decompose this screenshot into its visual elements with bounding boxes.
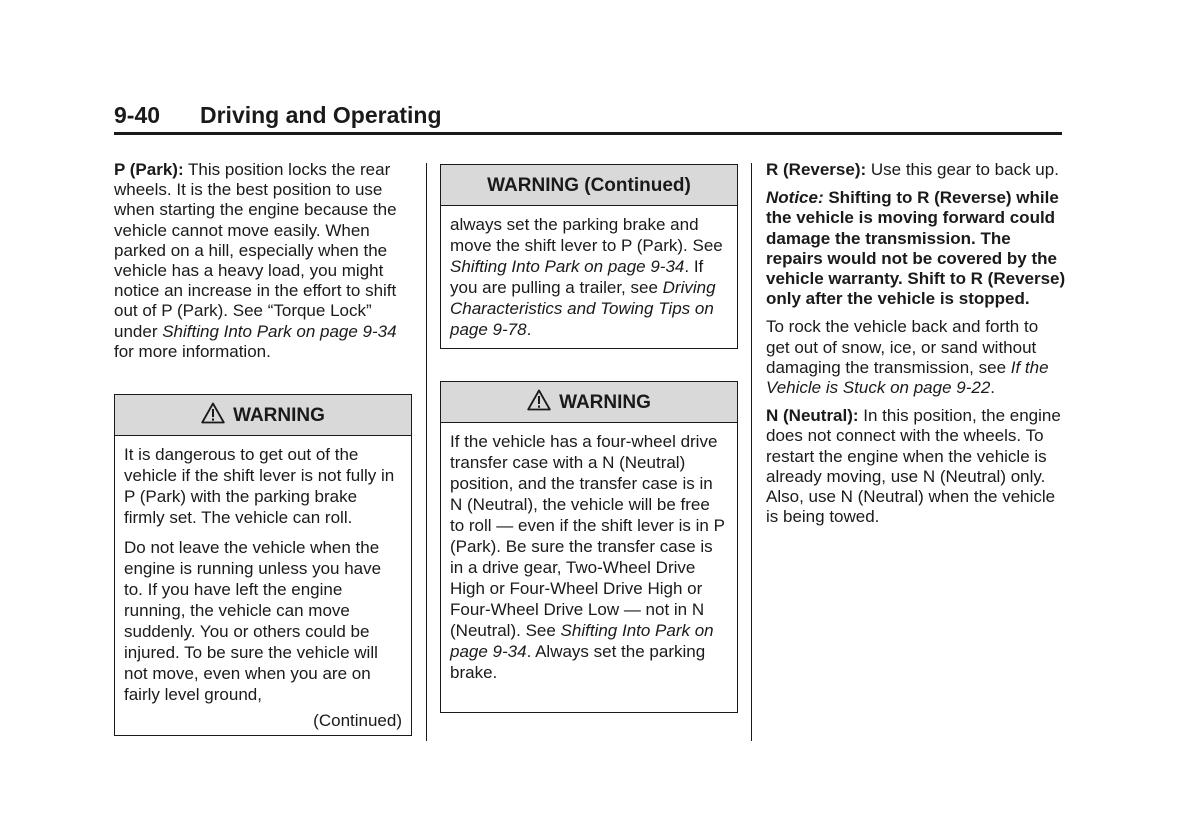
reverse-paragraph	[766, 160, 1066, 180]
neutral-paragraph	[766, 406, 1066, 527]
rock-paragraph	[766, 317, 1066, 398]
column-divider-left	[426, 163, 427, 741]
warning-transfer-title: WARNING	[559, 392, 651, 413]
warning-para-1: It is dangerous to get out of the vehicle if the shift lever is not fully in P (Park) with the parking brake firmly set. The vehicle can roll.	[124, 445, 395, 527]
rock-text-end: .	[990, 378, 996, 398]
reverse-label: R (Reverse):	[766, 160, 867, 179]
warning-box-body	[115, 436, 411, 737]
warning-continued-body	[441, 206, 737, 355]
warning-box-continued	[440, 164, 738, 349]
warning-continued-text-1: always set the parking brake and move the shift lever to P (Park). See	[450, 215, 723, 255]
park-text-1: This position locks the rear wheels. It is the best position to use when starting the engine because the vehicle cannot move easily. When parked on a hill, especially when the vehicle has a heavy load, you might notice an increase in the effort to shift out of P (Park). See “Torque Lock” under	[114, 160, 397, 341]
shifting-into-park-link: Shifting Into Park on page 9-34	[450, 257, 685, 276]
notice-text: Shifting to R (Reverse) while the vehicle is moving forward could damage the transmission. The repairs would not be covered by the vehicle warranty. Shift to R (Reverse) only after the vehicle is stopped.	[766, 188, 1066, 309]
continued-label: (Continued)	[313, 711, 402, 730]
park-label: P (Park):	[114, 160, 184, 179]
page-header	[114, 100, 1062, 135]
warning-title: WARNING	[233, 405, 325, 426]
warning-transfer-header	[441, 382, 737, 423]
park-link: Shifting Into Park on page 9-34	[162, 321, 397, 341]
warning-transfer-text-2: . Always set the parking brake.	[450, 642, 706, 682]
column-1	[114, 160, 412, 370]
warning-triangle-icon	[201, 398, 225, 440]
warning-continued-header	[441, 165, 737, 206]
notice-label: Notice:	[766, 188, 824, 208]
column-3	[766, 160, 1066, 535]
shifting-into-park-link-2: Shifting Into Park on page 9-34	[450, 621, 714, 661]
warning-continued-text-3: .	[526, 320, 532, 339]
warning-triangle-icon	[527, 385, 551, 427]
neutral-label: N (Neutral):	[766, 406, 859, 426]
warning-box-header	[115, 395, 411, 436]
warning-para-2: Do not leave the vehicle when the engine is running unless you have to. If you have left the engine running, the vehicle can move suddenly. You or others could be injured. To be sure the vehicle will not move, even when you are on fairly level ground,	[124, 538, 382, 704]
warning-box-transfer-case	[440, 381, 738, 713]
warning-continued-title: WARNING (Continued)	[487, 175, 691, 196]
reverse-text: Use this gear to back up.	[866, 160, 1059, 179]
column-divider-right	[751, 163, 752, 741]
park-paragraph	[114, 160, 412, 362]
section-title: Driving and Operating	[200, 102, 442, 128]
warning-box-roll	[114, 394, 412, 736]
page-number: 9-40	[114, 102, 161, 128]
rock-text: To rock the vehicle back and forth to get out of snow, ice, or sand without damaging the transmission, see	[766, 317, 1039, 377]
warning-transfer-paragraph	[450, 431, 728, 683]
warning-continued-text-2: . If you are pulling a trailer, see	[450, 257, 704, 297]
warning-transfer-body	[441, 423, 737, 698]
warning-transfer-text-1: If the vehicle has a four-wheel drive transfer case with a N (Neutral) position, and the transfer case is in N (Neutral), the vehicle will be free to roll — even if the shift lever is in P (Park). Be sure the transfer case is in a drive gear, Two-Wheel Drive High or Four-Wheel Drive High or Four-Wheel Drive Low — not in N (Neutral). See	[450, 432, 725, 640]
towing-tips-link: Driving Characteristics and Towing Tips on page 9-78	[450, 278, 716, 339]
notice-paragraph	[766, 188, 1066, 309]
neutral-text: In this position, the engine does not connect with the wheels. To restart the engine when the vehicle is already moving, use N (Neutral) only. Also, use N (Neutral) when the vehicle is being towed.	[766, 406, 1061, 527]
warning-continued-paragraph	[450, 214, 728, 340]
park-text-2: for more information.	[114, 341, 271, 361]
vehicle-stuck-link: If the Vehicle is Stuck on page 9-22	[766, 357, 1049, 398]
